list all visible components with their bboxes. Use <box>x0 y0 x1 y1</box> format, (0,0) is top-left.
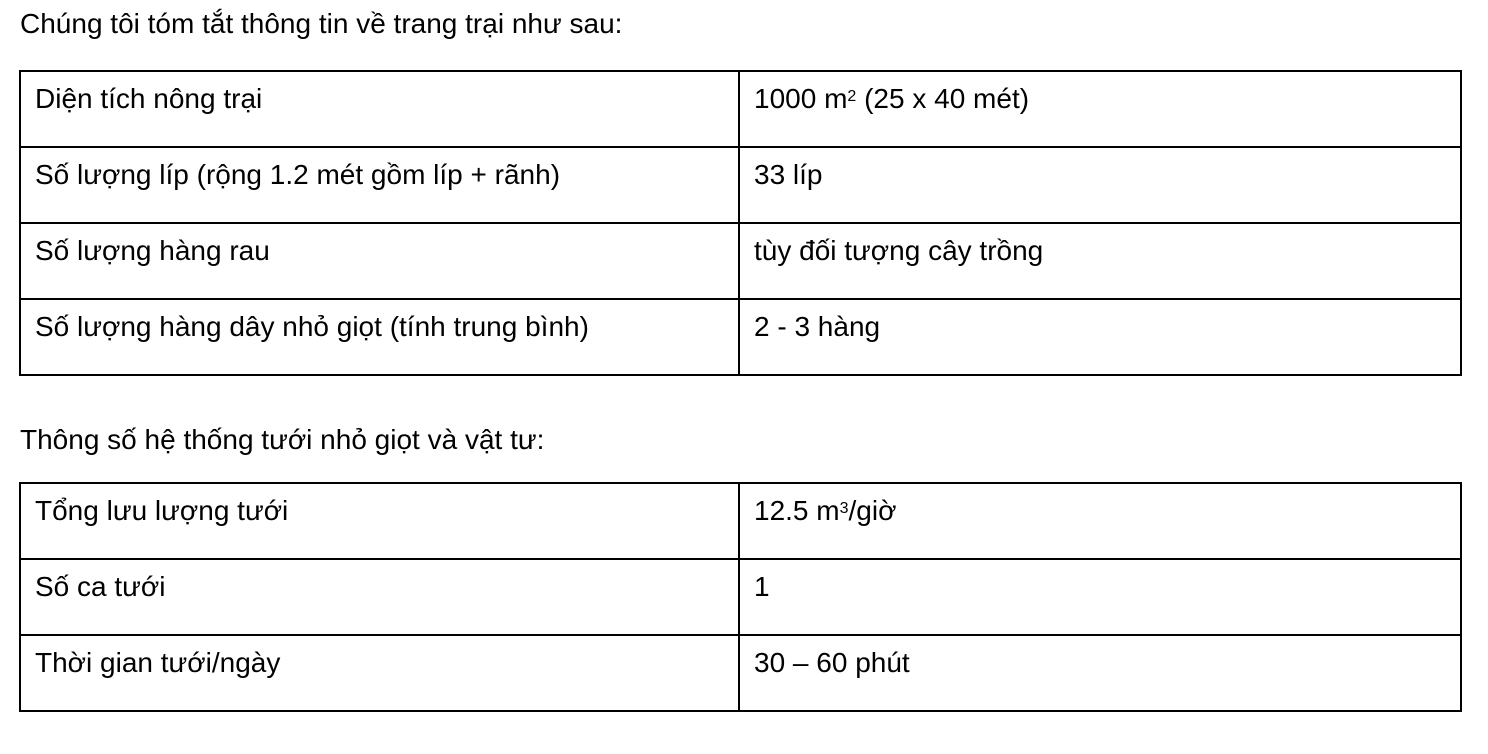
row-value: 30 – 60 phút <box>739 635 1461 711</box>
row-label: Thời gian tưới/ngày <box>20 635 739 711</box>
row-label: Số lượng hàng rau <box>20 223 739 299</box>
superscript: 3 <box>839 500 849 517</box>
row-value: 33 líp <box>739 147 1461 223</box>
row-value: 2 - 3 hàng <box>739 299 1461 375</box>
superscript: 2 <box>847 88 857 105</box>
params-paragraph: Thông số hệ thống tưới nhỏ giọt và vật tư: <box>20 424 545 455</box>
value-text: 1000 m <box>754 83 848 114</box>
row-label: Số lượng líp (rộng 1.2 mét gồm líp + rãnh) <box>20 147 739 223</box>
row-label: Tổng lưu lượng tưới <box>20 483 739 559</box>
table-row <box>20 299 1461 375</box>
row-label: Số ca tưới <box>20 559 739 635</box>
row-value <box>739 483 1461 559</box>
farm-summary-table <box>19 70 1462 376</box>
table-row <box>20 71 1461 147</box>
irrigation-table <box>19 482 1462 712</box>
value-text: /giờ <box>848 495 897 526</box>
row-label: Số lượng hàng dây nhỏ giọt (tính trung bình) <box>20 299 739 375</box>
table-row <box>20 147 1461 223</box>
value-text: 12.5 m <box>754 495 840 526</box>
intro-paragraph: Chúng tôi tóm tắt thông tin về trang trại như sau: <box>20 8 623 39</box>
table-row <box>20 223 1461 299</box>
row-label: Diện tích nông trại <box>20 71 739 147</box>
row-value <box>739 71 1461 147</box>
row-value: 1 <box>739 559 1461 635</box>
value-text: (25 x 40 mét) <box>856 83 1030 114</box>
table-row <box>20 483 1461 559</box>
table-row <box>20 559 1461 635</box>
table-row <box>20 635 1461 711</box>
row-value: tùy đối tượng cây trồng <box>739 223 1461 299</box>
